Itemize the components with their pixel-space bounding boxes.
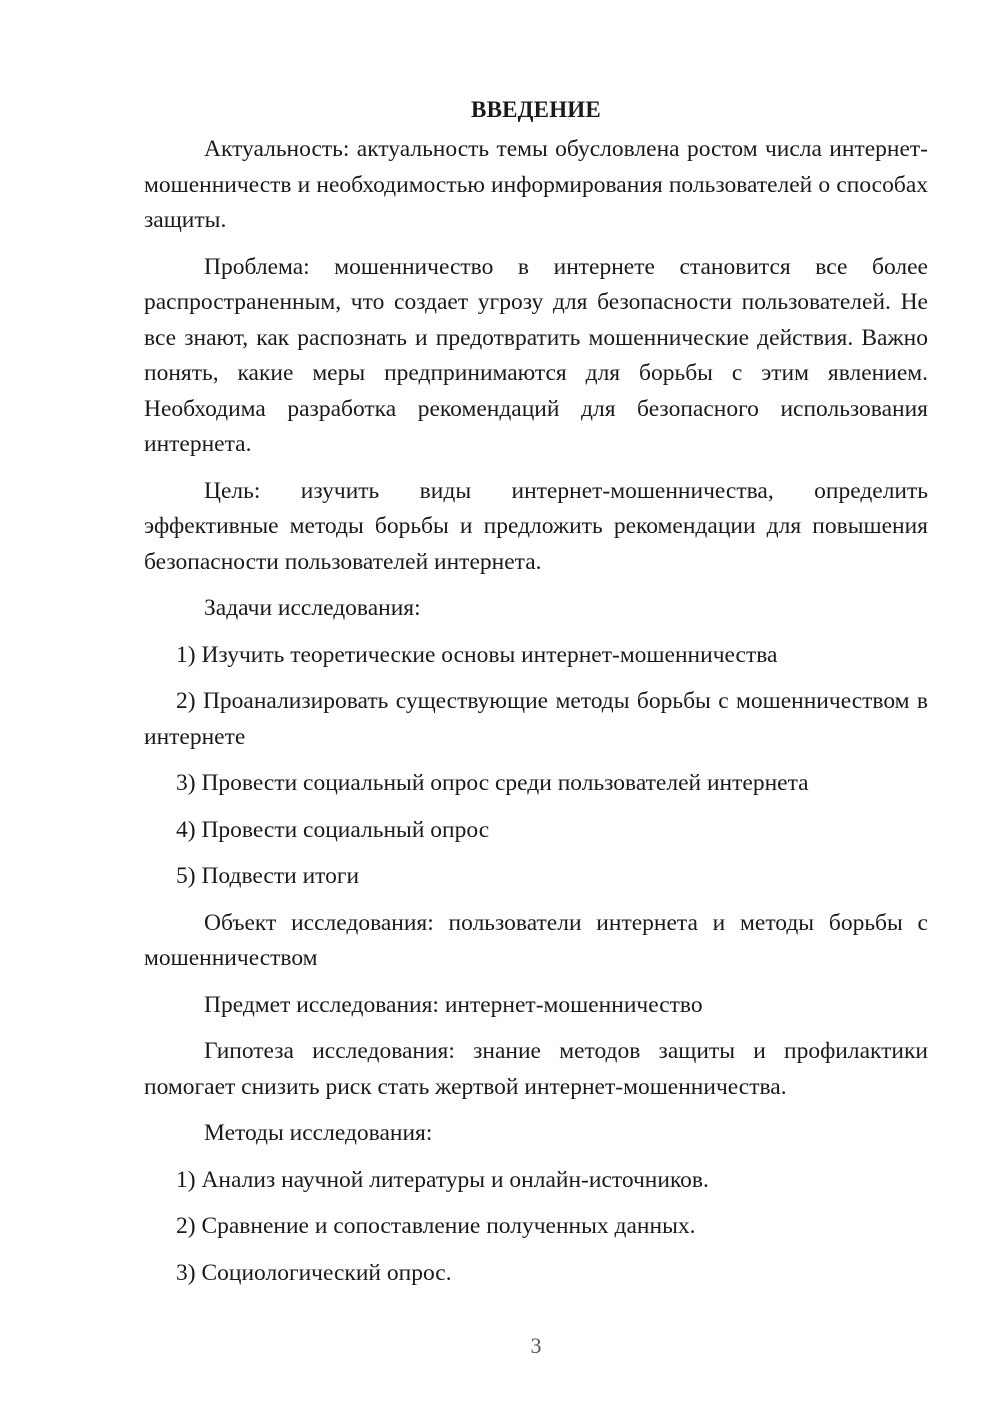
method-item: 1) Анализ научной литературы и онлайн-источников. <box>176 1166 709 1193</box>
task-item: 1) Изучить теоретические основы интернет-мошенничества <box>176 641 778 668</box>
page-number: 3 <box>530 1333 542 1358</box>
page-title: ВВЕДЕНИЕ <box>471 97 601 122</box>
subject-paragraph: Предмет исследования: интернет-мошенничество <box>204 991 703 1018</box>
method-item: 2) Сравнение и сопоставление полученных данных. <box>176 1213 696 1239</box>
object-paragraph: Объект исследования: пользователи интернета и методы борьбы с мошенничеством <box>144 909 928 971</box>
problem-paragraph: Проблема: мошенничество в интернете становится все более распространенным, что создает угрозу для безопасности пользователей. Не все знают, как распознать и предотвратить мошеннические действия. Важно понять, какие меры предпринимаются для борьбы с этим явлением. Необходима разработка рекомендаций для безопасного использования интернета. <box>144 253 928 457</box>
method-item: 3) Социологический опрос. <box>176 1259 452 1286</box>
document-page <box>144 92 928 1302</box>
goal-paragraph: Цель: изучить виды интернет-мошенничества, определить эффективные методы борьбы и предложить рекомендации для повышения безопасности пользователей интернета. <box>144 477 928 575</box>
methods-heading: Методы исследования: <box>204 1120 433 1146</box>
relevance-paragraph: Актуальность: актуальность темы обусловлена ростом числа интернет-мошенничеств и необходимостью информирования пользователей о способах защиты. <box>144 136 928 233</box>
task-item: 2) Проанализировать существующие методы борьбы с мошенничеством в интернете <box>144 688 928 750</box>
task-item: 3) Провести социальный опрос среди пользователей интернета <box>176 770 809 796</box>
hypothesis-paragraph: Гипотеза исследования: знание методов защиты и профилактики помогает снизить риск стать жертвой интернет-мошенничества. <box>144 1038 928 1100</box>
tasks-heading: Задачи исследования: <box>204 595 421 621</box>
task-item: 5) Подвести итоги <box>176 863 360 889</box>
task-item: 4) Провести социальный опрос <box>176 816 490 843</box>
